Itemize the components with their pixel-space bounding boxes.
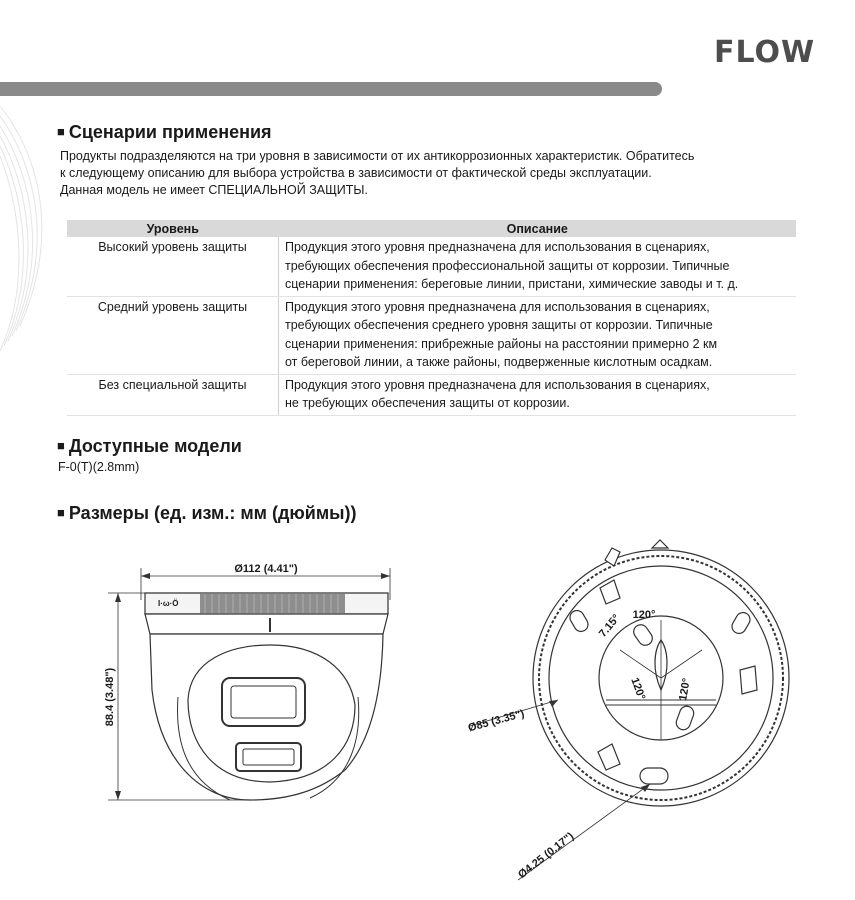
description-line: требующих обеспечения профессиональной защиты от коррозии. Типичные	[285, 258, 730, 273]
level-cell: Без специальной защиты	[67, 374, 279, 415]
level-cell: Высокий уровень защиты	[67, 237, 279, 296]
width-dimension-label: Ø112 (4.41")	[234, 563, 298, 575]
description-line: Продукция этого уровня предназначена для использования в сценариях,	[285, 299, 710, 314]
hole-diameter-label: Ø4.25 (0.17")	[516, 830, 577, 881]
model-name: F-0(T)(2.8mm)	[58, 460, 140, 474]
angle-label-left: 120°	[628, 676, 648, 702]
description-line: от береговой линии, а также районы, подверженные кислотным осадкам.	[285, 355, 713, 369]
description-line: Продукция этого уровня предназначена для использования в сценариях,	[285, 377, 710, 392]
dimensions-title: Размеры (ед. изм.: мм (дюймы))	[68, 503, 357, 523]
camera-front-view	[108, 568, 390, 800]
angle-label-right: 120°	[677, 677, 693, 702]
intro-line: Данная модель не имеет СПЕЦИАЛЬНОЙ ЗАЩИТЫ.	[60, 183, 368, 197]
intro-line: Продукты подразделяются на три уровня в зависимости от их антикоррозионных характеристик. Обратитесь	[60, 149, 695, 163]
description-line: не требующих обеспечения защиты от коррозии.	[285, 396, 570, 410]
bullet-icon: ■	[57, 124, 65, 139]
description-line: сценарии применения: прибрежные районы на расстоянии примерно 2 км	[285, 336, 718, 351]
level-cell: Средний уровень защиты	[67, 296, 279, 374]
models-title: Доступные модели	[68, 436, 242, 456]
intro-line: к следующему описанию для выбора устройства в зависимости от фактической среды эксплуатации.	[60, 166, 652, 180]
bullet-icon: ■	[57, 438, 65, 453]
base-diameter-label: Ø85 (3.35")	[466, 707, 526, 735]
brand-logo: FLOW	[714, 35, 816, 70]
column-header-level: Уровень	[67, 220, 279, 237]
description-line: сценарии применения: береговые линии, пристани, химические заводы и т. д.	[285, 277, 739, 291]
height-dimension-label: 88.4 (3.48")	[104, 667, 116, 727]
bullet-icon: ■	[57, 505, 65, 520]
scenarios-title: Сценарии применения	[68, 122, 272, 142]
description-line: требующих обеспечения среднего уровня защиты от коррозии. Типичные	[285, 318, 713, 332]
description-line: Продукция этого уровня предназначена для использования в сценариях,	[285, 240, 710, 254]
angle-label-top: 120°	[632, 609, 656, 621]
angle-label-small: 7.15°	[596, 612, 623, 640]
column-header-description: Описание	[279, 220, 797, 237]
front-marks: I·ω·Ö	[158, 599, 179, 608]
